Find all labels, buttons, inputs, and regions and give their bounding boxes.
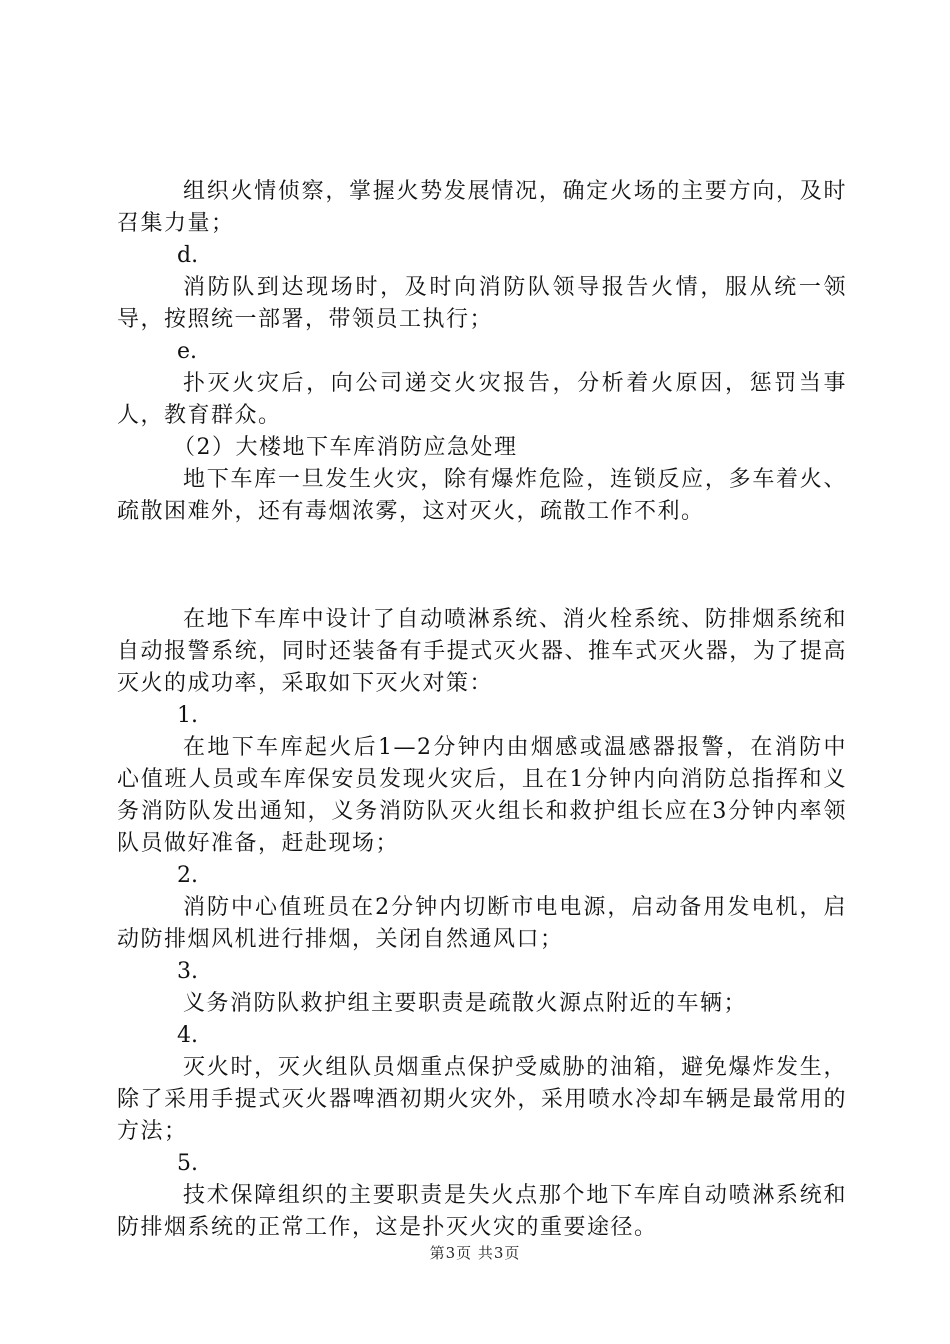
paragraph: 消防中心值班员在2分钟内切断市电电源，启动备用发电机，启动防排烟风机进行排烟，关闭自然通风口； — [117, 895, 847, 952]
document-body — [117, 176, 847, 1244]
list-number: 5. — [177, 1151, 198, 1176]
list-number: d. — [177, 243, 199, 268]
list-number: 4. — [177, 1023, 198, 1048]
paragraph: 在地下车库中设计了自动喷淋系统、消火栓系统、防排烟系统和自动报警系统，同时还装备有手提式灭火器、推车式灭火器，为了提高灭火的成功率，采取如下灭火对策： — [117, 607, 847, 696]
list-number: e. — [177, 339, 198, 364]
list-number: 1. — [177, 703, 198, 728]
paragraph: 扑灭火灾后，向公司递交火灾报告，分析着火原因，惩罚当事人，教育群众。 — [117, 371, 847, 428]
page-footer: 第3页 共3页 — [429, 1244, 521, 1262]
paragraph: 消防队到达现场时，及时向消防队领导报告火情，服从统一领导，按照统一部署，带领员工执行； — [117, 275, 847, 332]
paragraph: 组织火情侦察，掌握火势发展情况，确定火场的主要方向，及时召集力量； — [117, 179, 847, 236]
paragraph: 义务消防队救护组主要职责是疏散火源点附近的车辆； — [183, 991, 748, 1016]
section-heading: （2）大楼地下车库消防应急处理 — [173, 435, 518, 460]
list-number: 3. — [177, 959, 198, 984]
paragraph: 灭火时，灭火组队员烟重点保护受威胁的油箱，避免爆炸发生，除了采用手提式灭火器啤酒初期火灾外，采用喷水冷却车辆是最常用的方法； — [117, 1055, 847, 1144]
list-number: 2. — [177, 863, 198, 888]
paragraph: 技术保障组织的主要职责是失火点那个地下车库自动喷淋系统和防排烟系统的正常工作，这是扑灭火灾的重要途径。 — [117, 1183, 847, 1240]
paragraph-gap — [117, 550, 847, 582]
paragraph: 地下车库一旦发生火灾，除有爆炸危险，连锁反应，多车着火、疏散困难外，还有毒烟浓雾，这对灭火，疏散工作不利。 — [117, 467, 847, 524]
paragraph: 在地下车库起火后1—2分钟内由烟感或温感器报警，在消防中心值班人员或车库保安员发现火灾后，且在1分钟内向消防总指挥和义务消防队发出通知，义务消防队灭火组长和救护组长应在3分钟内率领队员做好准备，赶赴现场； — [117, 735, 847, 856]
